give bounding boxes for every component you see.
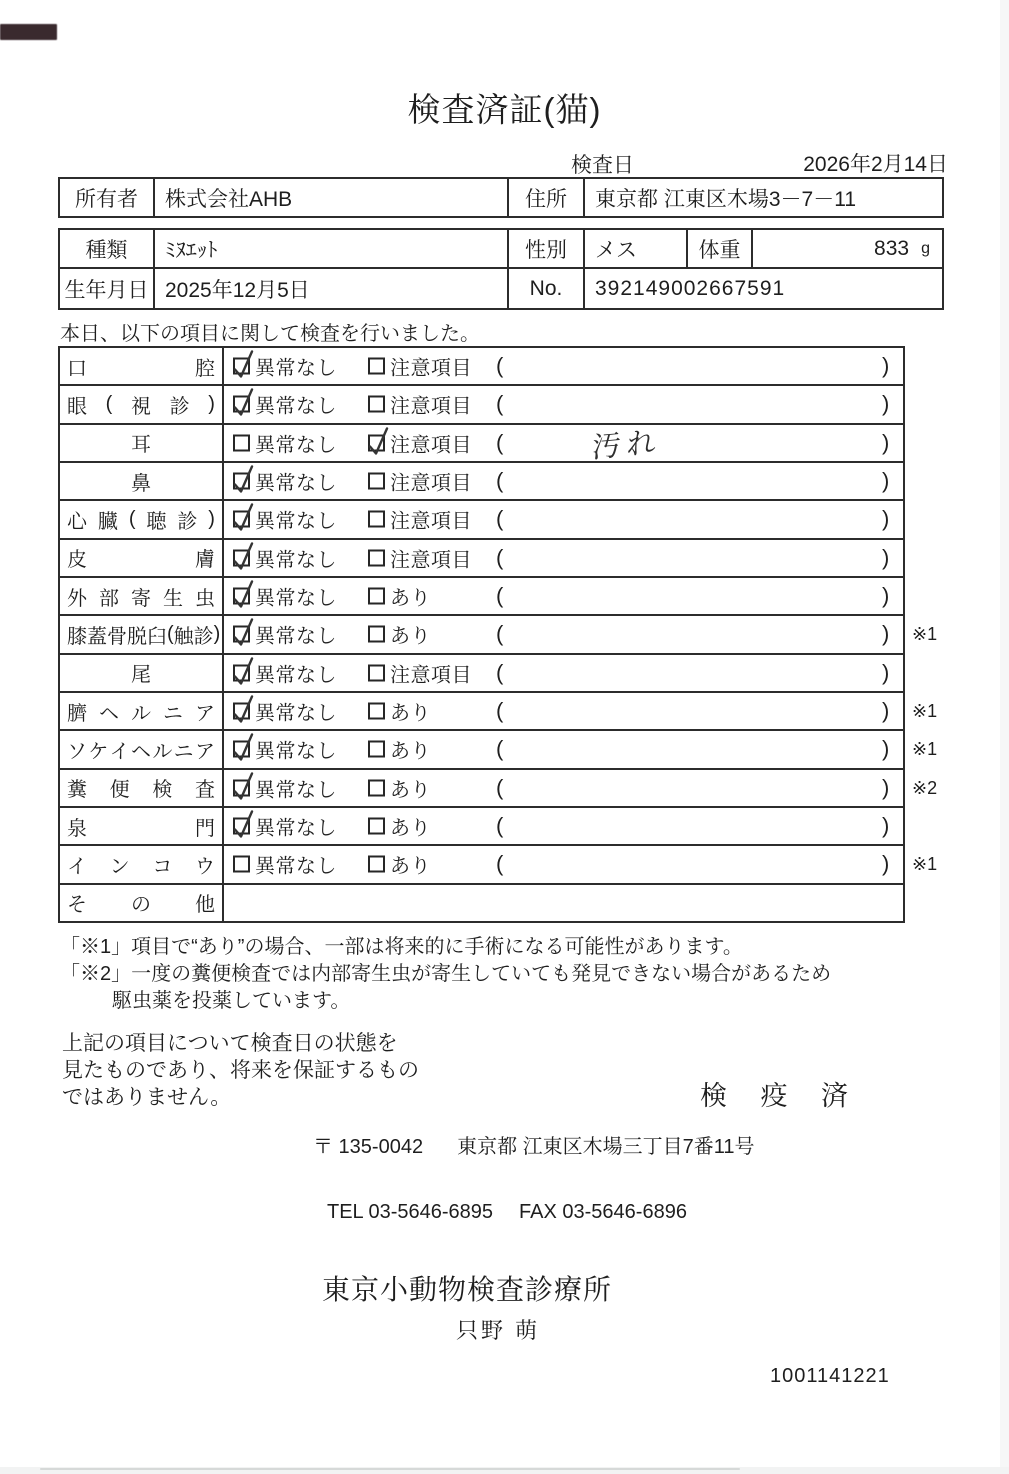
note-paren-open: ( — [496, 506, 504, 532]
exam-row — [60, 883, 903, 921]
scan-edge-artifact — [0, 24, 57, 40]
exam-item-name: 糞 便 検 査 — [60, 770, 224, 806]
weight-value: 833 — [874, 236, 910, 260]
exam-row — [60, 653, 903, 691]
note-paren-close: ) — [882, 698, 890, 724]
checkbox-no-abnormality-label: 異常なし — [255, 395, 337, 418]
checkbox-attention — [368, 664, 385, 681]
scan-right-edge — [1000, 0, 1009, 1474]
checkbox-no-abnormality — [233, 626, 250, 643]
exam-row — [60, 691, 938, 729]
footnote-2: 「※2」一度の糞便検査では内部寄生虫が寄生していても発見できない場合があるため — [60, 963, 832, 985]
checkbox-attention — [368, 779, 385, 796]
note-paren-open: ( — [496, 736, 504, 762]
checkbox-no-abnormality-label: 異常なし — [255, 740, 337, 763]
inspection-date-value: 2026年2月14日 — [803, 153, 948, 176]
exam-row — [60, 844, 938, 882]
handwritten-check-icon — [231, 462, 255, 496]
exam-item-result — [224, 501, 903, 537]
breed-label: 種類 — [60, 230, 155, 267]
weight-value-cell — [753, 230, 942, 267]
checkbox-no-abnormality — [233, 588, 250, 605]
note-paren-open: ( — [496, 468, 504, 494]
postal-line — [313, 1130, 755, 1159]
checkbox-attention-label: あり — [390, 702, 431, 725]
sex-label: 性別 — [509, 230, 585, 267]
clinic-name: 東京小動物検査診療所 — [322, 1274, 613, 1305]
exam-item-result — [224, 463, 903, 499]
clinic-address: 東京都 江東区木場三丁目7番11号 — [457, 1136, 755, 1158]
checkbox-no-abnormality-label: 異常なし — [255, 549, 337, 572]
checkbox-attention-label: 注意項目 — [390, 434, 472, 457]
checkbox-attention — [368, 473, 385, 490]
checkbox-no-abnormality — [233, 741, 250, 758]
exam-item-result — [224, 808, 903, 844]
exam-row — [60, 384, 903, 422]
footnote-ref-mark: ※1 — [912, 739, 938, 760]
checkbox-no-abnormality-label: 異常なし — [255, 779, 337, 802]
registration-no-label: No. — [509, 269, 585, 308]
footnotes-block — [60, 934, 831, 1015]
handwritten-check-icon — [231, 538, 255, 572]
checkbox-attention-label: あり — [390, 779, 431, 802]
checkbox-attention — [368, 396, 385, 413]
disclaimer-line-1: 上記の項目について検査日の状態を — [62, 1032, 398, 1055]
exam-row — [60, 576, 903, 614]
exam-item-name: 泉 門 — [60, 808, 224, 844]
exam-item-result — [224, 846, 903, 882]
exam-item-result — [224, 540, 903, 576]
note-paren-close: ) — [882, 391, 890, 417]
handwritten-check-icon — [231, 730, 255, 764]
exam-item-result — [224, 885, 903, 921]
checkbox-no-abnormality-label: 異常なし — [255, 625, 337, 648]
note-paren-close: ) — [882, 621, 890, 647]
footnote-ref-mark: ※2 — [912, 777, 938, 798]
handwritten-check-icon — [366, 423, 390, 457]
exam-item-result — [224, 425, 903, 465]
exam-item-result — [224, 731, 903, 767]
note-paren-open: ( — [496, 698, 504, 724]
checkbox-attention — [368, 818, 385, 835]
checkbox-attention-label: 注意項目 — [390, 510, 472, 533]
exam-item-result — [224, 693, 903, 729]
footnote-1: 「※1」項目で“あり”の場合、一部は将来的に手術になる可能性があります。 — [60, 936, 743, 958]
note-paren-open: ( — [496, 851, 504, 877]
handwritten-check-icon — [231, 768, 255, 802]
checkbox-no-abnormality — [233, 703, 250, 720]
note-paren-open: ( — [496, 544, 504, 570]
note-paren-close: ) — [882, 736, 890, 762]
exam-item-name: 皮 膚 — [60, 540, 224, 576]
pet-row-1 — [60, 230, 942, 269]
footnote-ref-mark: ※1 — [912, 700, 938, 721]
handwritten-check-icon — [231, 615, 255, 649]
checkbox-no-abnormality — [233, 434, 250, 451]
checkbox-no-abnormality — [233, 779, 250, 796]
exam-item-result — [224, 770, 903, 806]
note-paren-open: ( — [496, 774, 504, 800]
note-paren-open: ( — [496, 813, 504, 839]
exam-item-result — [224, 348, 903, 384]
checkbox-attention-label: あり — [390, 740, 431, 763]
handwritten-check-icon — [231, 385, 255, 419]
fax-number: FAX 03-5646-6896 — [519, 1201, 687, 1223]
weight-label: 体重 — [688, 230, 753, 267]
checkbox-attention — [368, 358, 385, 375]
checkbox-attention-label: あり — [390, 587, 431, 610]
note-paren-close: ) — [882, 774, 890, 800]
footnote-ref-mark: ※1 — [912, 624, 938, 645]
exam-item-name: 膝 蓋 骨 脱 臼 ( 触 診 ) — [60, 616, 224, 652]
exam-item-name: 外 部 寄 生 虫 — [60, 578, 224, 614]
note-paren-open: ( — [496, 621, 504, 647]
checkbox-no-abnormality-label: 異常なし — [255, 510, 337, 533]
note-paren-close: ) — [882, 506, 890, 532]
checkbox-no-abnormality-label: 異常なし — [255, 434, 337, 457]
checkbox-no-abnormality-label: 異常なし — [255, 357, 337, 380]
checkbox-attention-label: 注意項目 — [390, 472, 472, 495]
note-paren-close: ) — [882, 544, 890, 570]
exam-item-name: そ の 他 — [60, 885, 224, 921]
exam-item-name: 口 腔 — [60, 348, 224, 384]
checkbox-no-abnormality-label: 異常なし — [255, 855, 337, 878]
exam-row — [60, 348, 903, 384]
exam-row — [60, 499, 903, 537]
pet-row-2 — [60, 269, 942, 308]
handwritten-check-icon — [231, 807, 255, 841]
footnote-ref-mark: ※1 — [912, 854, 938, 875]
address-value: 東京都 江東区木場3－7－11 — [595, 187, 856, 211]
disclaimer-line-2: 見たものであり、将来を保証するもの — [62, 1059, 419, 1082]
footnote-3: 駆虫薬を投薬しています。 — [112, 990, 351, 1012]
checkbox-attention — [368, 741, 385, 758]
exam-row — [60, 729, 938, 767]
checkbox-no-abnormality — [233, 473, 250, 490]
exam-item-name: 尾 — [60, 655, 224, 691]
sex-value: メス — [585, 230, 688, 267]
breed-value: ﾐﾇｴｯﾄ — [155, 230, 509, 267]
note-paren-open: ( — [496, 659, 504, 685]
checkbox-attention-label: 注意項目 — [390, 549, 472, 572]
checkbox-attention — [368, 703, 385, 720]
address-label: 住所 — [509, 179, 585, 216]
checkbox-no-abnormality-label: 異常なし — [255, 702, 337, 725]
checkbox-no-abnormality-label: 異常なし — [255, 817, 337, 840]
intro-sentence: 本日、以下の項目に関して検査を行いました。 — [60, 323, 480, 345]
exam-row — [60, 806, 903, 844]
checkbox-attention-label: あり — [390, 817, 431, 840]
birth-label: 生年月日 — [60, 269, 155, 308]
document-title: 検査済証(猫) — [407, 91, 602, 128]
checkbox-no-abnormality-label: 異常なし — [255, 664, 337, 687]
note-paren-close: ) — [882, 583, 890, 609]
exam-item-name: イ ン コ ウ — [60, 846, 224, 882]
birth-value: 2025年12月5日 — [155, 269, 509, 308]
checkbox-no-abnormality — [233, 358, 250, 375]
handwritten-check-icon — [231, 347, 255, 381]
checkbox-attention-label: あり — [390, 855, 431, 878]
exam-item-result — [224, 578, 903, 614]
checkbox-no-abnormality — [233, 856, 250, 873]
checkbox-no-abnormality — [233, 396, 250, 413]
checkbox-attention — [368, 549, 385, 566]
owner-label: 所有者 — [60, 179, 155, 216]
handwritten-note: 汚れ — [591, 426, 663, 465]
checkbox-attention — [368, 626, 385, 643]
tel-fax-line — [327, 1201, 687, 1224]
scan-bottom-line — [40, 1468, 740, 1470]
postal-code: 〒 135-0042 — [313, 1136, 424, 1158]
checkbox-no-abnormality — [233, 664, 250, 681]
exam-item-name: 心 臓 ( 聴 診 ) — [60, 501, 224, 537]
tel-number: TEL 03-5646-6895 — [327, 1201, 494, 1223]
serial-number: 1001141221 — [770, 1365, 890, 1387]
note-paren-close: ) — [882, 851, 890, 877]
checkbox-attention — [368, 511, 385, 528]
registration-no-value: 392149002667591 — [595, 276, 786, 300]
checkbox-no-abnormality — [233, 511, 250, 528]
exam-item-name: 眼 ( 視 診 ) — [60, 386, 224, 422]
checkbox-no-abnormality-label: 異常なし — [255, 472, 337, 495]
exam-row — [60, 768, 938, 806]
checkbox-no-abnormality — [233, 549, 250, 566]
exam-item-name: ソ ケ イ ヘ ル ニ ア — [60, 731, 224, 767]
checkbox-no-abnormality — [233, 818, 250, 835]
handwritten-check-icon — [231, 500, 255, 534]
checkbox-no-abnormality-label: 異常なし — [255, 587, 337, 610]
note-paren-close: ) — [882, 813, 890, 839]
quarantine-stamp: 検 疫 済 — [700, 1081, 862, 1111]
note-paren-close: ) — [882, 468, 890, 494]
note-paren-open: ( — [496, 353, 504, 379]
disclaimer-line-3: ではありません。 — [62, 1086, 232, 1109]
note-paren-close: ) — [882, 659, 890, 685]
handwritten-check-icon — [231, 692, 255, 726]
checkbox-attention-label: あり — [390, 625, 431, 648]
checkbox-attention-label: 注意項目 — [390, 664, 472, 687]
exam-row — [60, 423, 903, 465]
checkbox-attention-label: 注意項目 — [390, 357, 472, 380]
disclaimer-block — [62, 1030, 419, 1111]
examiner-name: 只野 萌 — [456, 1318, 541, 1343]
note-paren-close: ) — [882, 429, 890, 455]
note-paren-open: ( — [496, 429, 504, 455]
exam-table — [58, 346, 938, 923]
exam-row — [60, 538, 903, 576]
checkbox-attention — [368, 434, 385, 451]
pet-info-table — [58, 228, 944, 310]
note-paren-close: ) — [882, 353, 890, 379]
exam-row — [60, 461, 903, 499]
checkbox-attention-label: 注意項目 — [390, 395, 472, 418]
exam-item-name: 耳 — [60, 425, 224, 461]
handwritten-check-icon — [231, 653, 255, 687]
note-paren-open: ( — [496, 391, 504, 417]
note-paren-open: ( — [496, 583, 504, 609]
checkbox-attention — [368, 856, 385, 873]
exam-item-name: 鼻 — [60, 463, 224, 499]
handwritten-check-icon — [231, 577, 255, 611]
exam-item-result — [224, 616, 903, 652]
exam-item-result — [224, 386, 903, 422]
owner-table — [58, 177, 944, 218]
weight-unit: g — [921, 239, 930, 257]
owner-value: 株式会社AHB — [155, 179, 509, 216]
exam-item-result — [224, 655, 903, 691]
exam-item-name: 臍 ヘ ル ニ ア — [60, 693, 224, 729]
exam-row — [60, 614, 938, 652]
inspection-date-label: 検査日 — [571, 154, 634, 177]
checkbox-attention — [368, 588, 385, 605]
